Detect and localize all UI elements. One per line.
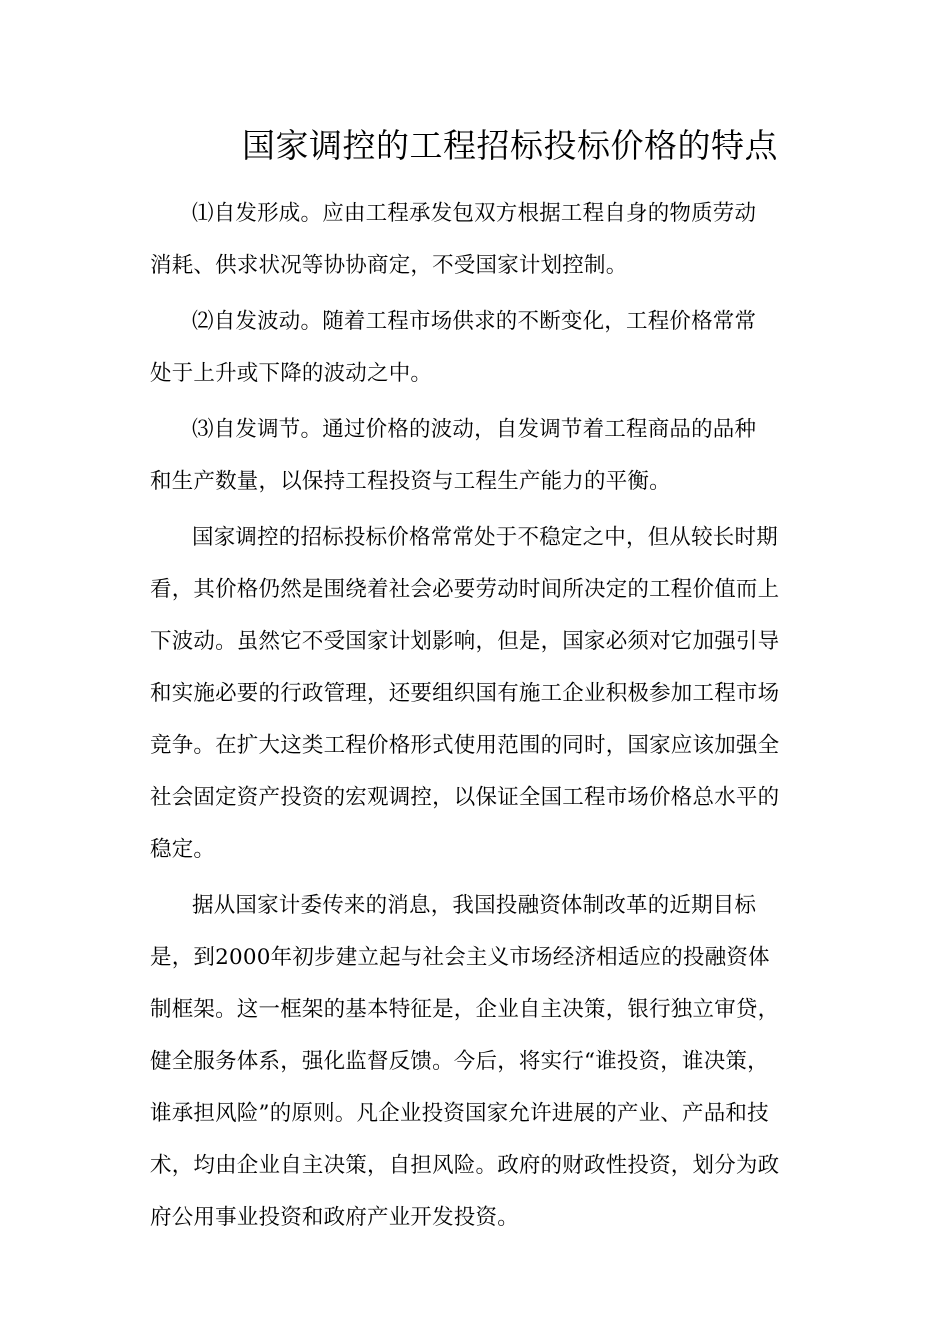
text-line: ⑵自发波动。随着工程市场供求的不断变化，工程价格常常 bbox=[192, 309, 757, 334]
text-line: 消耗、供求状况等协协商定，不受国家计划控制。 bbox=[150, 253, 628, 278]
paragraph-3 bbox=[150, 404, 800, 508]
paragraph-4 bbox=[150, 512, 800, 876]
text-line: 稳定。 bbox=[150, 837, 216, 862]
text-line: 下波动。虽然它不受国家计划影响，但是，国家必须对它加强引导 bbox=[150, 629, 780, 654]
document-body bbox=[150, 188, 800, 1248]
text-line: 是，到2000年初步建立起与社会主义市场经济相适应的投融资体 bbox=[150, 945, 770, 970]
text-line: 制框架。这一框架的基本特征是，企业自主决策，银行独立审贷， bbox=[150, 997, 780, 1022]
text-line: 竞争。在扩大这类工程价格形式使用范围的同时，国家应该加强全 bbox=[150, 733, 780, 758]
text-line: 和实施必要的行政管理，还要组织国有施工企业积极参加工程市场 bbox=[150, 681, 780, 706]
text-line: 术，均由企业自主决策，自担风险。政府的财政性投资，划分为政 bbox=[150, 1153, 780, 1178]
text-line: 据从国家计委传来的消息，我国投融资体制改革的近期目标 bbox=[192, 893, 757, 918]
text-line: 府公用事业投资和政府产业开发投资。 bbox=[150, 1205, 519, 1230]
paragraph-1 bbox=[150, 188, 800, 292]
paragraph-5 bbox=[150, 880, 800, 1244]
paragraph-2 bbox=[150, 296, 800, 400]
text-line: 健全服务体系，强化监督反馈。今后，将实行“谁投资，谁决策， bbox=[150, 1049, 769, 1074]
page-title: 国家调控的工程招标投标价格的特点 bbox=[242, 126, 778, 165]
text-line: 和生产数量，以保持工程投资与工程生产能力的平衡。 bbox=[150, 469, 671, 494]
text-line: ⑴自发形成。应由工程承发包双方根据工程自身的物质劳动 bbox=[192, 201, 757, 226]
text-line: 看，其价格仍然是围绕着社会必要劳动时间所决定的工程价值而上 bbox=[150, 577, 780, 602]
text-line: 谁承担风险”的原则。凡企业投资国家允许进展的产业、产品和技 bbox=[150, 1101, 769, 1126]
text-line: ⑶自发调节。通过价格的波动，自发调节着工程商品的品种 bbox=[192, 417, 757, 442]
text-line: 国家调控的招标投标价格常常处于不稳定之中，但从较长时期 bbox=[192, 525, 778, 550]
text-line: 社会固定资产投资的宏观调控，以保证全国工程市场价格总水平的 bbox=[150, 785, 780, 810]
text-line: 处于上升或下降的波动之中。 bbox=[150, 361, 433, 386]
